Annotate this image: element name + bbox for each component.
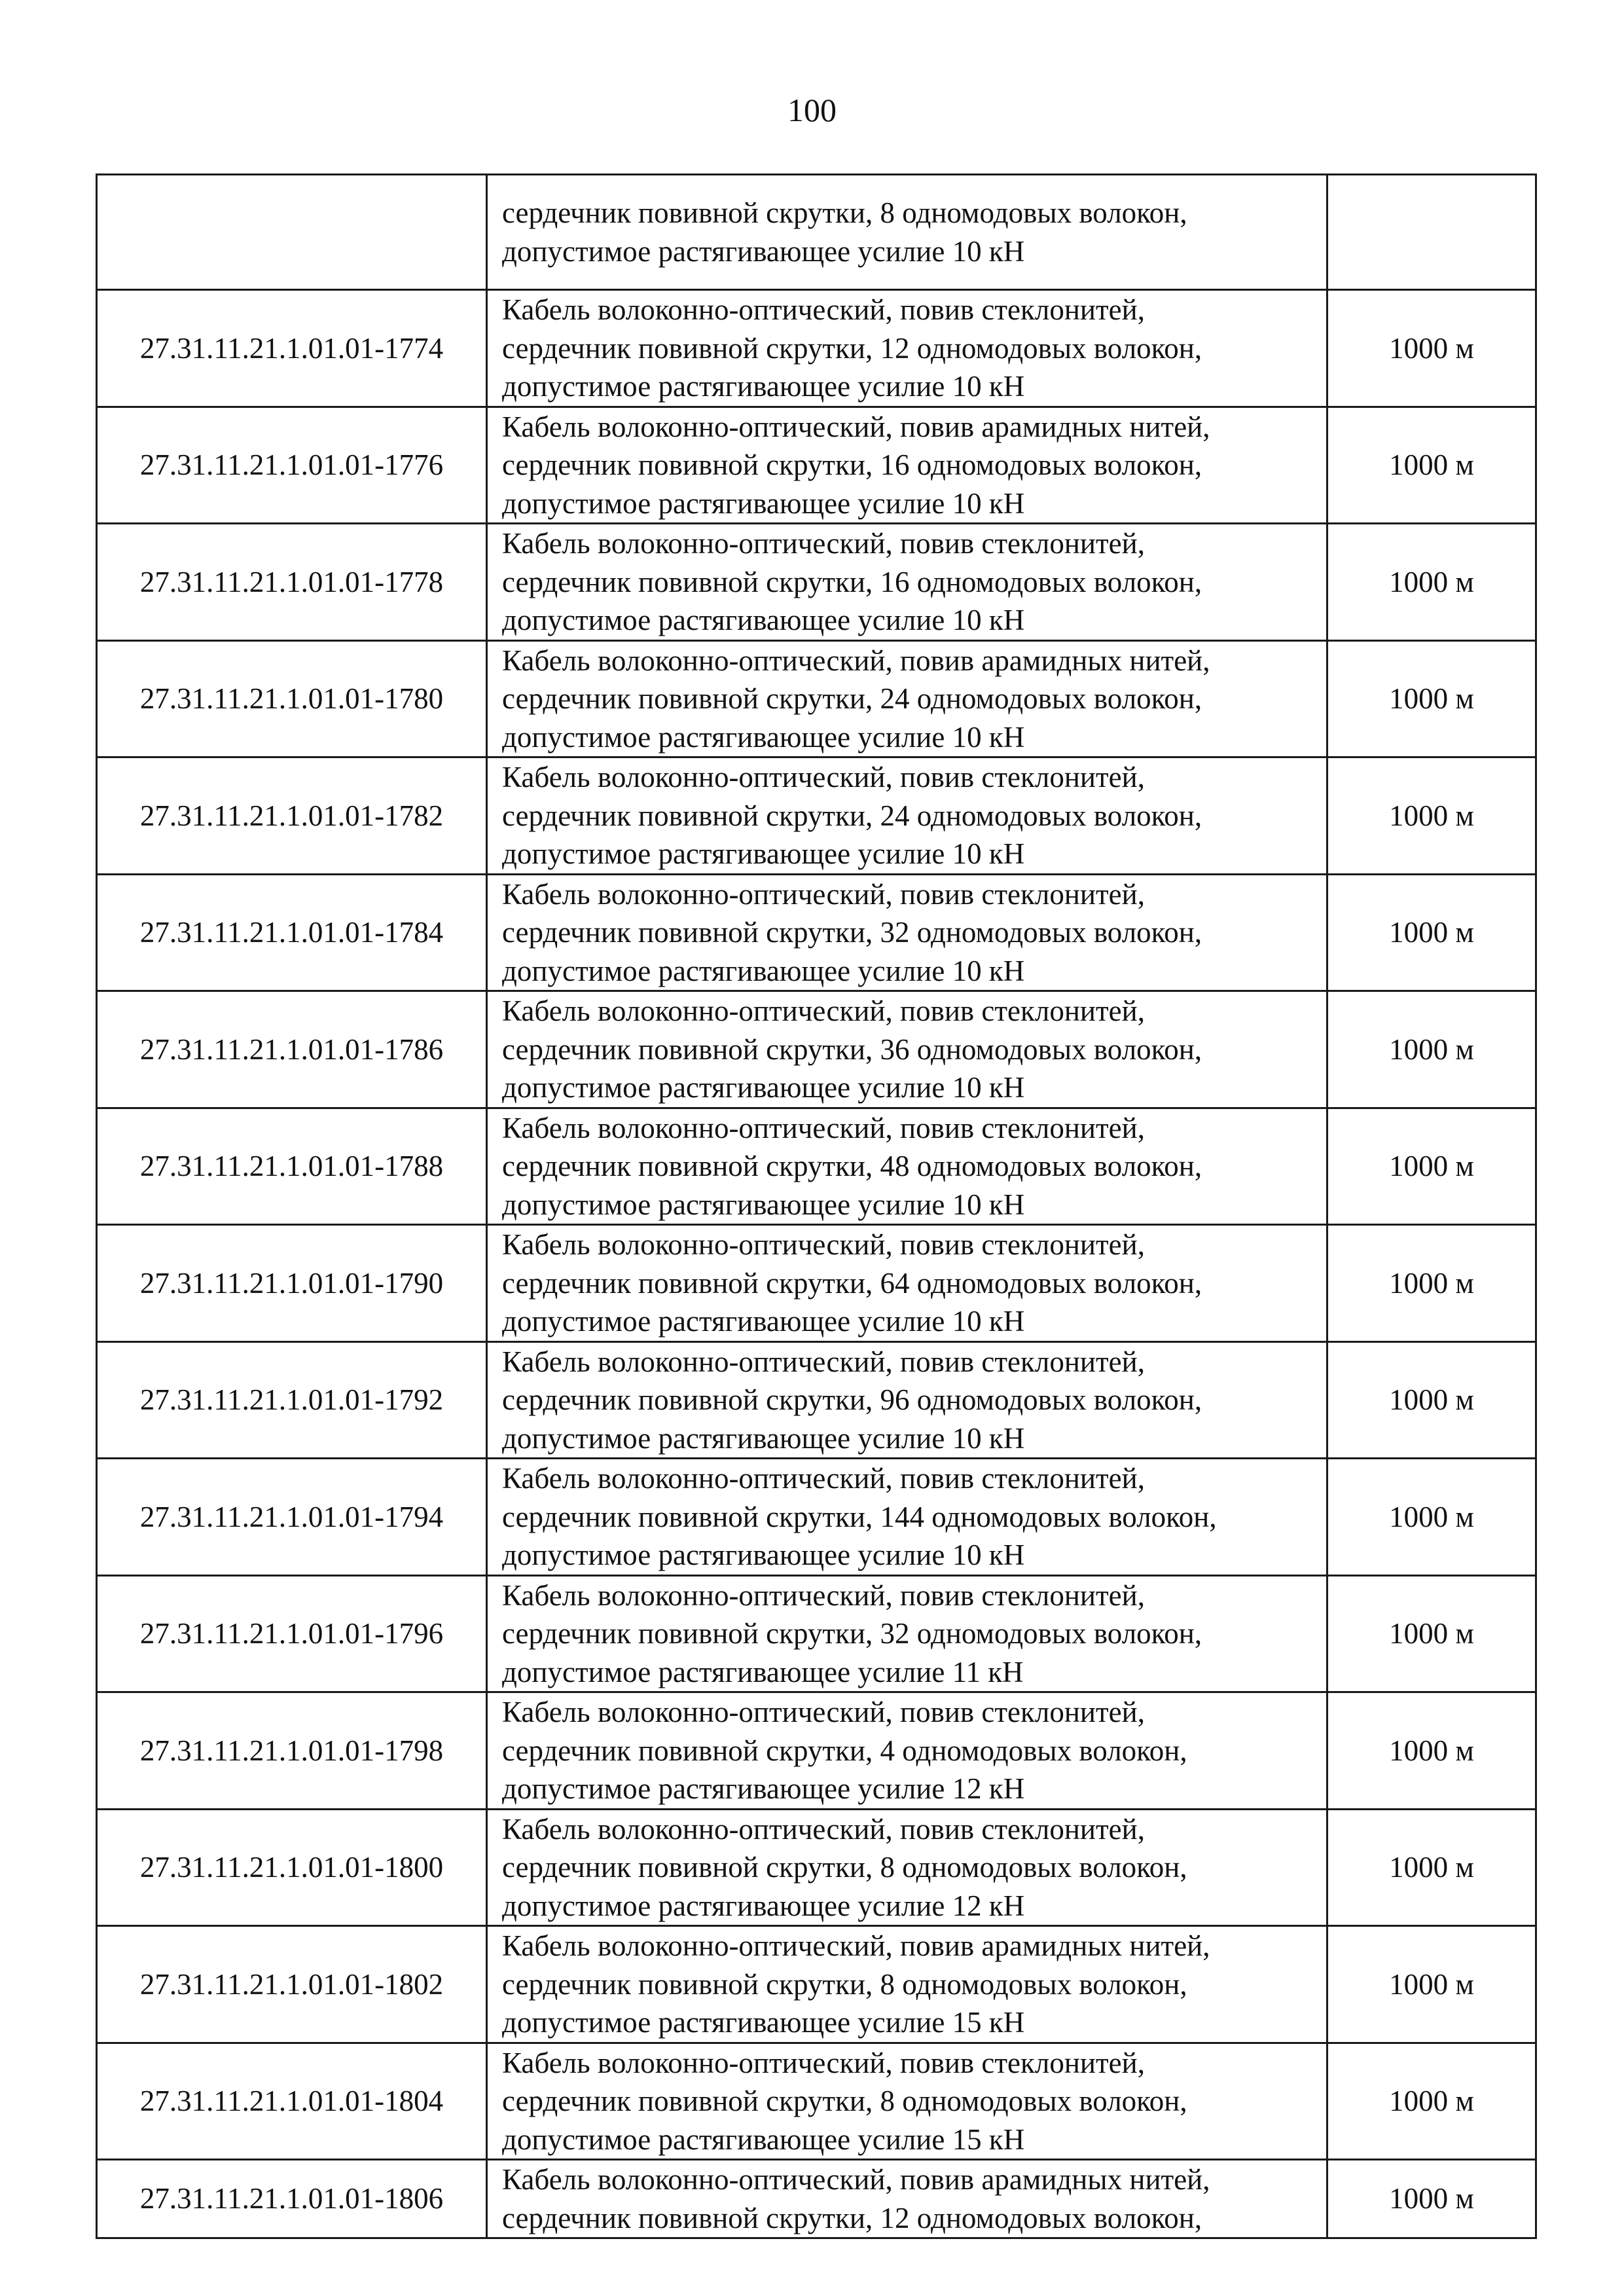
unit-cell: 1000 м <box>1327 1459 1536 1576</box>
unit-cell: 1000 м <box>1327 1692 1536 1810</box>
unit-cell: 1000 м <box>1327 1809 1536 1926</box>
table-row <box>97 991 1536 1108</box>
unit-cell: 1000 м <box>1327 1225 1536 1342</box>
unit-cell: 1000 м <box>1327 874 1536 991</box>
unit-cell: 1000 м <box>1327 524 1536 641</box>
resource-code-cell: 27.31.11.21.1.01.01-1790 <box>97 1225 487 1342</box>
table-row <box>97 874 1536 991</box>
resource-description-cell: Кабель волоконно-оптический, повив стеклонитей, сердечник повивной скрутки, 24 одномодовых волокон, допустимое растягивающее усилие 10 кН <box>487 757 1327 875</box>
table-body <box>97 175 1536 2238</box>
resource-code-cell: 27.31.11.21.1.01.01-1776 <box>97 407 487 524</box>
table-row <box>97 640 1536 757</box>
resource-description-cell: Кабель волоконно-оптический, повив арамидных нитей, сердечник повивной скрутки, 8 одномодовых волокон, допустимое растягивающее усилие 15 кН <box>487 1926 1327 2043</box>
table-row <box>97 290 1536 407</box>
resource-description-cell: Кабель волоконно-оптический, повив арамидных нитей, сердечник повивной скрутки, 24 одномодовых волокон, допустимое растягивающее усилие 10 кН <box>487 640 1327 757</box>
resource-code-cell: 27.31.11.21.1.01.01-1788 <box>97 1108 487 1225</box>
resource-code-cell: 27.31.11.21.1.01.01-1800 <box>97 1809 487 1926</box>
resource-code-cell: 27.31.11.21.1.01.01-1786 <box>97 991 487 1108</box>
resource-code-cell <box>97 175 487 290</box>
resource-description-cell: Кабель волоконно-оптический, повив стеклонитей, сердечник повивной скрутки, 4 одномодовых волокон, допустимое растягивающее усилие 12 кН <box>487 1692 1327 1810</box>
resource-description-cell: Кабель волоконно-оптический, повив стеклонитей, сердечник повивной скрутки, 8 одномодовых волокон, допустимое растягивающее усилие 15 кН <box>487 2043 1327 2160</box>
resource-table <box>96 173 1537 2239</box>
table-row <box>97 2043 1536 2160</box>
table-row <box>97 1575 1536 1692</box>
resource-code-cell: 27.31.11.21.1.01.01-1774 <box>97 290 487 407</box>
resource-description-cell: Кабель волоконно-оптический, повив стеклонитей, сердечник повивной скрутки, 48 одномодовых волокон, допустимое растягивающее усилие 10 кН <box>487 1108 1327 1225</box>
resource-code-cell: 27.31.11.21.1.01.01-1780 <box>97 640 487 757</box>
table-row <box>97 407 1536 524</box>
resource-description-cell: Кабель волоконно-оптический, повив стеклонитей, сердечник повивной скрутки, 32 одномодовых волокон, допустимое растягивающее усилие 10 кН <box>487 874 1327 991</box>
resource-code-cell: 27.31.11.21.1.01.01-1794 <box>97 1459 487 1576</box>
resource-description-cell: сердечник повивной скрутки, 8 одномодовых волокон, допустимое растягивающее усилие 10 кН <box>487 175 1327 290</box>
table-row <box>97 1809 1536 1926</box>
table-row <box>97 1108 1536 1225</box>
table-row <box>97 524 1536 641</box>
resource-code-cell: 27.31.11.21.1.01.01-1792 <box>97 1341 487 1459</box>
resource-description-cell: Кабель волоконно-оптический, повив стеклонитей, сердечник повивной скрутки, 36 одномодовых волокон, допустимое растягивающее усилие 10 кН <box>487 991 1327 1108</box>
page-number: 100 <box>787 92 837 128</box>
unit-cell: 1000 м <box>1327 407 1536 524</box>
resource-code-cell: 27.31.11.21.1.01.01-1798 <box>97 1692 487 1810</box>
unit-cell: 1000 м <box>1327 2043 1536 2160</box>
table-row <box>97 1459 1536 1576</box>
resource-description-cell: Кабель волоконно-оптический, повив стеклонитей, сердечник повивной скрутки, 16 одномодовых волокон, допустимое растягивающее усилие 10 кН <box>487 524 1327 641</box>
unit-cell: 1000 м <box>1327 1341 1536 1459</box>
resource-code-cell: 27.31.11.21.1.01.01-1796 <box>97 1575 487 1692</box>
resource-description-cell: Кабель волоконно-оптический, повив стеклонитей, сердечник повивной скрутки, 32 одномодовых волокон, допустимое растягивающее усилие 11 кН <box>487 1575 1327 1692</box>
unit-cell: 1000 м <box>1327 640 1536 757</box>
unit-cell: 1000 м <box>1327 757 1536 875</box>
table-row <box>97 1926 1536 2043</box>
resource-code-cell: 27.31.11.21.1.01.01-1784 <box>97 874 487 991</box>
resource-description-cell: Кабель волоконно-оптический, повив стеклонитей, сердечник повивной скрутки, 144 одномодовых волокон, допустимое растягивающее усилие 10 кН <box>487 1459 1327 1576</box>
resource-code-cell: 27.31.11.21.1.01.01-1806 <box>97 2160 487 2238</box>
resource-description-cell: Кабель волоконно-оптический, повив арамидных нитей, сердечник повивной скрутки, 12 одномодовых волокон, <box>487 2160 1327 2238</box>
unit-cell: 1000 м <box>1327 991 1536 1108</box>
table-row <box>97 2160 1536 2238</box>
table-row <box>97 757 1536 875</box>
resource-code-cell: 27.31.11.21.1.01.01-1782 <box>97 757 487 875</box>
unit-cell <box>1327 175 1536 290</box>
resource-description-cell: Кабель волоконно-оптический, повив стеклонитей, сердечник повивной скрутки, 64 одномодовых волокон, допустимое растягивающее усилие 10 кН <box>487 1225 1327 1342</box>
unit-cell: 1000 м <box>1327 1575 1536 1692</box>
table-row <box>97 1225 1536 1342</box>
resource-description-cell: Кабель волоконно-оптический, повив стеклонитей, сердечник повивной скрутки, 8 одномодовых волокон, допустимое растягивающее усилие 12 кН <box>487 1809 1327 1926</box>
table-row-continuation <box>97 175 1536 290</box>
unit-cell: 1000 м <box>1327 1108 1536 1225</box>
unit-cell: 1000 м <box>1327 1926 1536 2043</box>
resource-code-cell: 27.31.11.21.1.01.01-1804 <box>97 2043 487 2160</box>
resource-code-cell: 27.31.11.21.1.01.01-1778 <box>97 524 487 641</box>
resource-description-cell: Кабель волоконно-оптический, повив стеклонитей, сердечник повивной скрутки, 96 одномодовых волокон, допустимое растягивающее усилие 10 кН <box>487 1341 1327 1459</box>
resource-description-cell: Кабель волоконно-оптический, повив стеклонитей, сердечник повивной скрутки, 12 одномодовых волокон, допустимое растягивающее усилие 10 кН <box>487 290 1327 407</box>
table-row <box>97 1692 1536 1810</box>
unit-cell: 1000 м <box>1327 2160 1536 2238</box>
unit-cell: 1000 м <box>1327 290 1536 407</box>
resource-code-cell: 27.31.11.21.1.01.01-1802 <box>97 1926 487 2043</box>
table-row <box>97 1341 1536 1459</box>
resource-description-cell: Кабель волоконно-оптический, повив арамидных нитей, сердечник повивной скрутки, 16 одномодовых волокон, допустимое растягивающее усилие 10 кН <box>487 407 1327 524</box>
